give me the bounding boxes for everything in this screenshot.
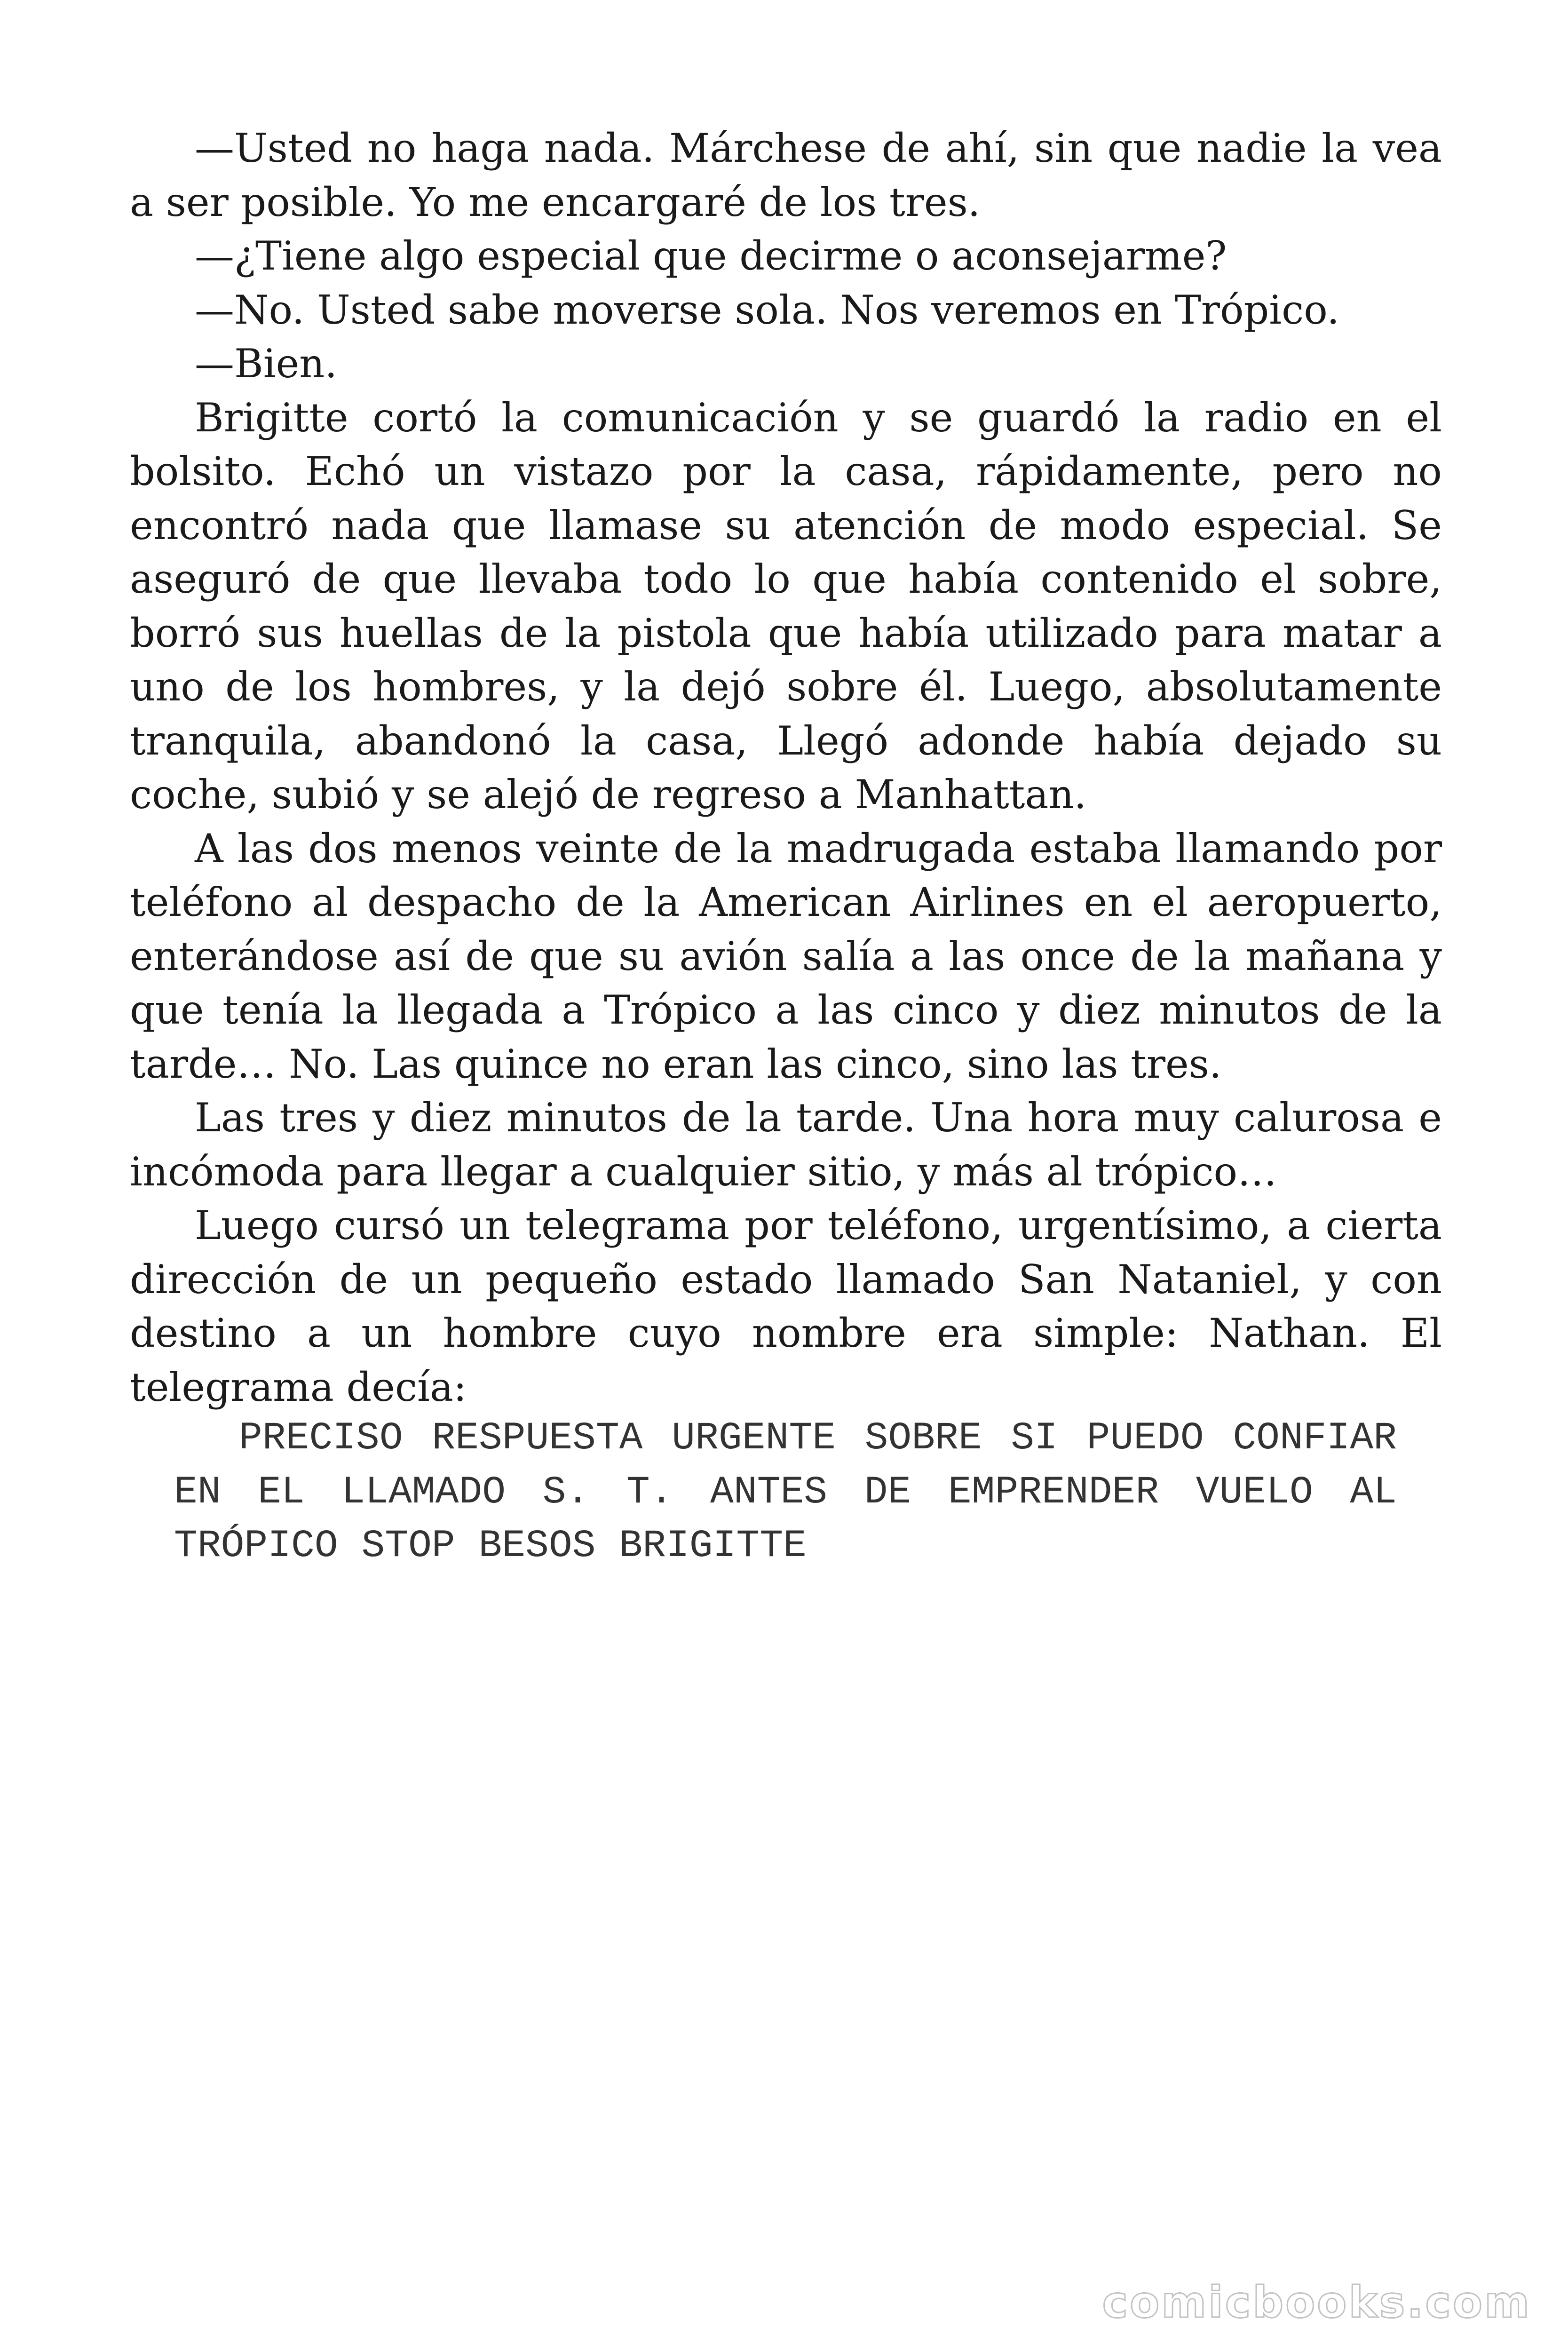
paragraph-3: —No. Usted sabe moverse sola. Nos veremos en Trópico. <box>195 286 1339 333</box>
body-text <box>130 121 1442 1414</box>
paragraph-4: —Bien. <box>195 341 338 387</box>
paragraph-7: Las tres y diez minutos de la tarde. Una hora muy calurosa e incómoda para llegar a cualquier sitio, y más al trópico… <box>130 1095 1442 1195</box>
telegram-block <box>174 1411 1397 1573</box>
paragraph-2: —¿Tiene algo especial que decirme o aconsejarme? <box>195 233 1227 279</box>
watermark-logo: comicbooks.com <box>1102 2277 1531 2328</box>
paragraph-8: Luego cursó un telegrama por teléfono, urgentísimo, a cierta dirección de un pequeño estado llamado San Nataniel, y con destino a un hombre cuyo nombre era simple: Nathan. El telegrama decía: <box>130 1202 1442 1410</box>
paragraph-5: Brigitte cortó la comunicación y se guardó la radio en el bolsito. Echó un vistazo por la casa, rápidamente, pero no encontró nada que llamase su atención de modo especial. Se aseguró de que llevaba todo lo que había contenido el sobre, borró sus huellas de la pistola que había utilizado para matar a uno de los hombres, y la dejó sobre él. Luego, absolutamente tranquila, abandonó la casa, Llegó adonde había dejado su coche, subió y se alejó de regreso a Manhattan. <box>130 394 1442 818</box>
paragraph-6: A las dos menos veinte de la madrugada estaba llamando por teléfono al despacho de la American Airlines en el aeropuerto, enterándose así de que su avión salía a las once de la mañana y que tenía la llegada a Trópico a las cinco y diez minutos de la tarde… No. Las quince no eran las cinco, sino las tres. <box>130 825 1442 1087</box>
paragraph-1: —Usted no haga nada. Márchese de ahí, sin que nadie la vea a ser posible. Yo me encargaré de los tres. <box>130 125 1442 225</box>
telegram-text: PRECISO RESPUESTA URGENTE SOBRE SI PUEDO CONFIAR EN EL LLAMADO S. T. ANTES DE EMPRENDER VUELO AL TRÓPICO STOP BESOS BRIGITTE <box>174 1416 1397 1568</box>
